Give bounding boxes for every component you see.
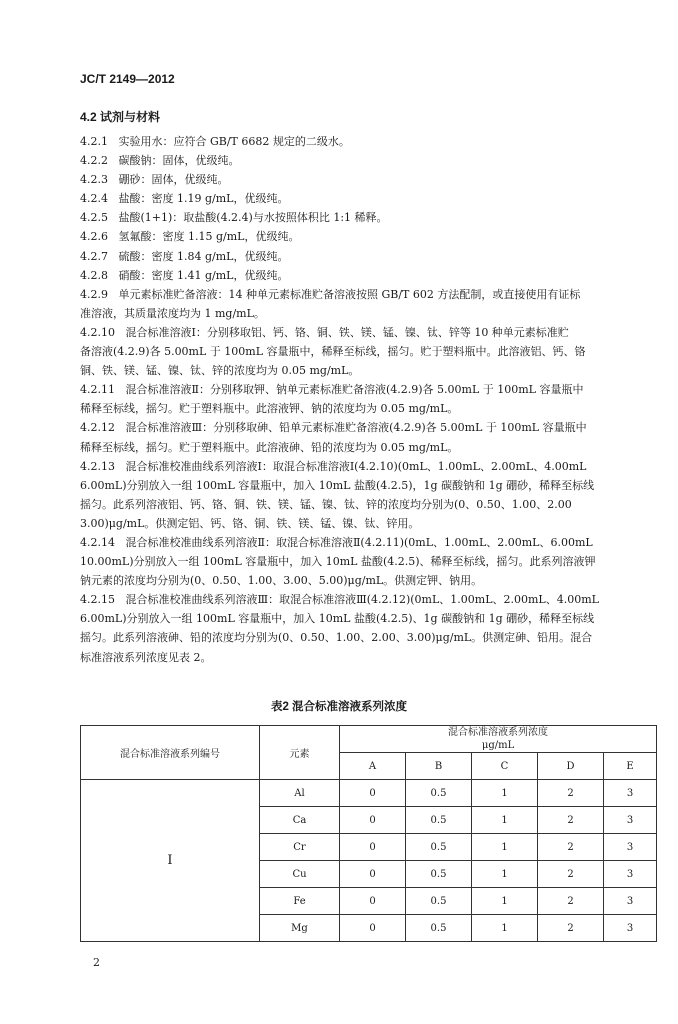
value-cell: 0	[340, 888, 406, 915]
value-cell: 1	[472, 888, 538, 915]
value-cell: 0	[340, 861, 406, 888]
value-cell: 1	[472, 834, 538, 861]
element-cell: Al	[260, 780, 340, 807]
value-cell: 0.5	[406, 888, 472, 915]
element-cell: Mg	[260, 915, 340, 942]
value-cell: 2	[538, 888, 604, 915]
value-cell: 0.5	[406, 834, 472, 861]
value-cell: 2	[538, 834, 604, 861]
concentration-table	[80, 725, 657, 942]
value-cell: 1	[472, 780, 538, 807]
value-cell: 3	[604, 915, 657, 942]
element-cell: Cu	[260, 861, 340, 888]
value-cell: 0.5	[406, 780, 472, 807]
value-cell: 0.5	[406, 807, 472, 834]
level-header: B	[406, 753, 472, 780]
value-cell: 0	[340, 807, 406, 834]
level-header: C	[472, 753, 538, 780]
header-series-number: 混合标准溶液系列编号	[81, 726, 260, 780]
value-cell: 2	[538, 861, 604, 888]
header-element: 元素	[260, 726, 340, 780]
value-cell: 3	[604, 807, 657, 834]
value-cell: 2	[538, 915, 604, 942]
header-concentration-label: 混合标准溶液系列浓度	[448, 727, 549, 738]
value-cell: 3	[604, 780, 657, 807]
section-title: 4.2 试剂与材料	[80, 110, 161, 124]
element-cell: Ca	[260, 807, 340, 834]
level-header: A	[340, 753, 406, 780]
value-cell: 0	[340, 834, 406, 861]
value-cell: 3	[604, 888, 657, 915]
value-cell: 0	[340, 780, 406, 807]
value-cell: 3	[604, 834, 657, 861]
series-group-label: Ⅰ	[81, 780, 260, 942]
value-cell: 2	[538, 780, 604, 807]
element-cell: Fe	[260, 888, 340, 915]
level-header: D	[538, 753, 604, 780]
body-text: 4.2.1 实验用水：应符合 GB/T 6682 规定的二级水。 4.2.2 碳酸钠：固体，优级纯。 4.2.3 硼砂：固体，优级纯。 4.2.4 盐酸：密度 1.19 g/mL，优级纯。 4.2.5 盐酸(1+1)：取盐酸(4.2.4)与水按照体积比 1:1 稀释。 4.2.6 氢氟酸：密度 1.15 g/mL，优级纯。 4.2.7 硫酸：密度 1.84 g/mL，优级纯。 4.2.8 硝酸：密度 1.41 g/mL，优级纯。 4.2.9 单元素标准贮备溶液：14 种单元素标准贮备溶液按照 GB/T 602 方法配制，或直接使用有证标 准溶液，其质量浓度均为 1 mg/mL。 4.2.10 混合标准溶液Ⅰ：分别移取铝、钙、铬、铜、铁、镁、锰、镍、钛、锌等 10 种单元素标准贮 备溶液(4.2.9)各 5.00mL 于 100mL 容量瓶中，稀释至标线，摇匀。贮于塑料瓶中。此溶液铝、钙、铬 铜、铁、镁、锰、镍、钛、锌的浓度均为 0.05 mg/mL。 4.2.11 混合标准溶液Ⅱ：分别移取钾、钠单元素标准贮备溶液(4.2.9)各 5.00mL 于 100mL 容量瓶中 稀释至标线，摇匀。贮于塑料瓶中。此溶液钾、钠的浓度均为 0.05 mg/mL。 4.2.12 混合标准溶液Ⅲ：分别移取砷、铅单元素标准贮备溶液(4.2.9)各 5.00mL 于 100mL 容量瓶中 稀释至标线，摇匀。贮于塑料瓶中。此溶液砷、铅的浓度均为 0.05 mg/mL。 4.2.13 混合标准校准曲线系列溶液Ⅰ：取混合标准溶液Ⅰ(4.2.10)(0mL、1.00mL、2.00mL、4.00mL 6.00mL)分别放入一组 100mL 容量瓶中，加入 10mL 盐酸(4.2.5)，1g 碳酸钠和 1g 硼砂，稀释至标线 摇匀。此系列溶液铝、钙、铬、铜、铁、镁、锰、镍、钛、锌的浓度均分别为(0、0.50、1.00、2.00 3.00)μg/mL。供测定铝、钙、铬、铜、铁、镁、锰、镍、钛、锌用。 4.2.14 混合标准校准曲线系列溶液Ⅱ：取混合标准溶液Ⅱ(4.2.11)(0mL、1.00mL、2.00mL、6.00mL 10.00mL)分别放入一组 100mL 容量瓶中，加入 10mL 盐酸(4.2.5)、稀释至标线，摇匀。此系列溶液钾 钠元素的浓度均分别为(0、0.50、1.00、3.00、5.00)μg/mL。供测定钾、钠用。 4.2.15 混合标准校准曲线系列溶液Ⅲ：取混合标准溶液Ⅲ(4.2.12)(0mL、1.00mL、2.00mL、4.00mL 6.00mL)分别放入一组 100mL 容量瓶中，加入 10mL 盐酸(4.2.5)、1g 碳酸钠和 1g 硼砂，稀释至标线 摇匀。此系列溶液砷、铅的浓度均分别为(0、0.50、1.00、2.00、3.00)μg/mL。供测定砷、铅用。混合 标准溶液系列浓度见表 2。	[80, 135, 599, 664]
level-header: E	[604, 753, 657, 780]
header-concentration-unit: μg/mL	[481, 740, 515, 751]
value-cell: 1	[472, 807, 538, 834]
value-cell: 2	[538, 807, 604, 834]
table-title: 表2 混合标准溶液系列浓度	[270, 701, 408, 713]
value-cell: 0.5	[406, 861, 472, 888]
value-cell: 3	[604, 861, 657, 888]
header-concentration	[340, 726, 657, 753]
element-cell: Cr	[260, 834, 340, 861]
value-cell: 1	[472, 861, 538, 888]
value-cell: 1	[472, 915, 538, 942]
value-cell: 0	[340, 915, 406, 942]
table-row	[81, 780, 657, 807]
value-cell: 0.5	[406, 915, 472, 942]
standard-code-header: JC/T 2149—2012	[80, 72, 175, 86]
page-number: 2	[93, 956, 100, 969]
